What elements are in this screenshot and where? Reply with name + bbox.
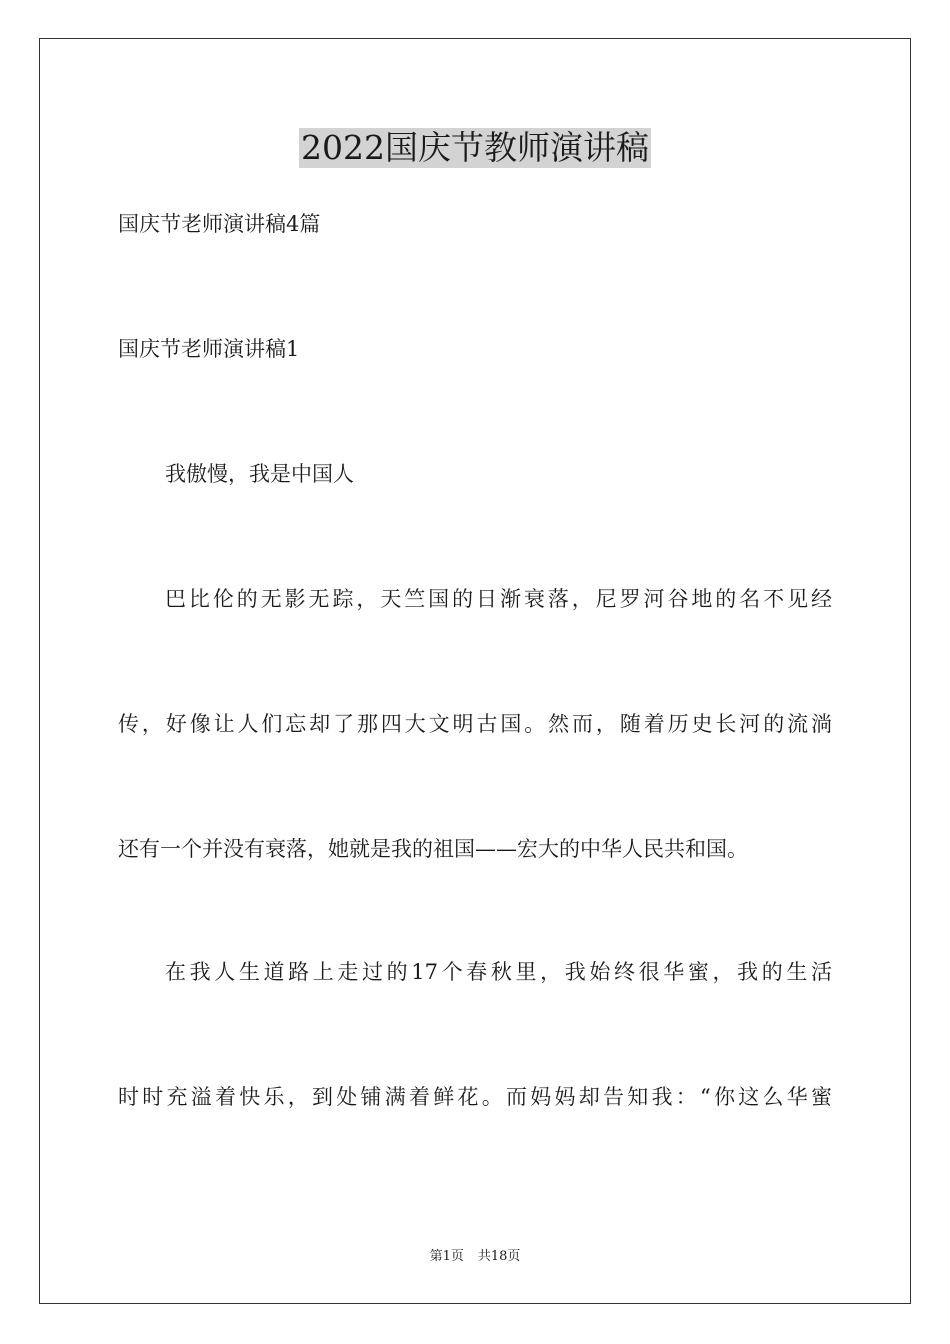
- subtitle-line: 国庆节老师演讲稿4篇: [118, 212, 321, 236]
- paragraph-line: 传，好像让人们忘却了那四大文明古国。然而，随着历史长河的流淌: [118, 712, 832, 736]
- section-heading: 国庆节老师演讲稿1: [118, 337, 300, 361]
- page-total: 共18页: [477, 1249, 521, 1264]
- page-number: 第1页: [429, 1249, 464, 1264]
- page-footer: [0, 1249, 950, 1265]
- document-title: 2022国庆节教师演讲稿: [301, 128, 649, 167]
- paragraph-line: 还有一个并没有衰落，她就是我的祖国——宏大的中华人民共和国。: [118, 837, 748, 861]
- paragraph-line: 时时充溢着快乐，到处铺满着鲜花。而妈妈却告知我：“你这么华蜜: [118, 1085, 832, 1109]
- title-container: [0, 128, 950, 168]
- paragraph-line: 巴比伦的无影无踪，天竺国的日渐衰落，尼罗河谷地的名不见经: [165, 587, 832, 611]
- speech-title: 我傲慢，我是中国人: [165, 462, 354, 486]
- paragraph-line: 在我人生道路上走过的17个春秋里，我始终很华蜜，我的生活: [165, 960, 832, 984]
